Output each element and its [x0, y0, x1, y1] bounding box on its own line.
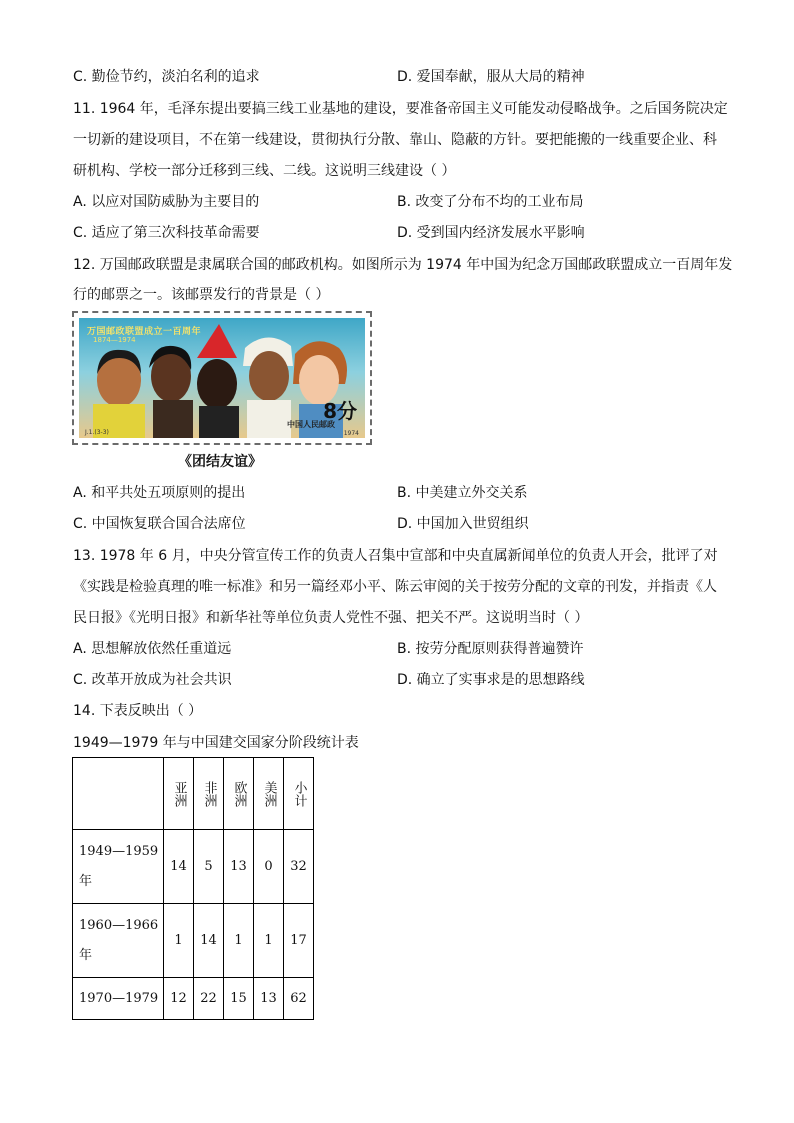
- q13-stem-line2: 《实践是检验真理的唯一标准》和另一篇经邓小平、陈云审阅的关于按劳分配的文章的刊发，并指责《人: [73, 579, 717, 595]
- stamp-country: 中国人民邮政: [287, 420, 335, 429]
- q12-option-c: C. 中国恢复联合国合法席位: [73, 516, 246, 532]
- statistics-table: [72, 757, 314, 1020]
- table-row: [73, 904, 314, 978]
- value-cell: 5: [194, 830, 224, 904]
- value-cell: 0: [254, 830, 284, 904]
- q11-stem-line1: 11. 1964 年，毛泽东提出要搞三线工业基地的建设，要准备帝国主义可能发动侵略战争。之后国务院决定: [73, 101, 728, 117]
- value-cell: 12: [164, 978, 194, 1020]
- q11-option-a: A. 以应对国防威胁为主要目的: [73, 194, 260, 210]
- q13-option-c: C. 改革开放成为社会共识: [73, 672, 232, 688]
- header-cell: 小计: [284, 758, 314, 830]
- stamp-caption: 《团结友谊》: [178, 454, 262, 470]
- q11-option-c: C. 适应了第三次科技革命需要: [73, 225, 260, 241]
- q12-option-d: D. 中国加入世贸组织: [397, 516, 529, 532]
- value-cell: 62: [284, 978, 314, 1020]
- q11-option-d: D. 受到国内经济发展水平影响: [397, 225, 585, 241]
- q11-stem-line2: 一切新的建设项目，不在第一线建设，贯彻执行分散、靠山、隐蔽的方针。要把能搬的一线重要企业、科: [73, 132, 717, 148]
- stamp-years: 1874—1974: [93, 336, 136, 344]
- table-corner-cell: [73, 758, 164, 830]
- table-title: 1949—1979 年与中国建交国家分阶段统计表: [73, 735, 359, 751]
- value-cell: 15: [224, 978, 254, 1020]
- value-cell: 13: [254, 978, 284, 1020]
- value-cell: 14: [194, 904, 224, 978]
- period-cell: 1970—1979: [73, 978, 164, 1020]
- q12-stem-line1: 12. 万国邮政联盟是隶属联合国的邮政机构。如图所示为 1974 年中国为纪念万国邮政联盟成立一百周年发: [73, 257, 733, 273]
- stamp-year: 1974: [343, 430, 359, 437]
- stamp-value: 8分: [323, 399, 357, 423]
- q12-option-b: B. 中美建立外交关系: [397, 485, 528, 501]
- value-cell: 1: [254, 904, 284, 978]
- value-cell: 13: [224, 830, 254, 904]
- q13-option-d: D. 确立了实事求是的思想路线: [397, 672, 585, 688]
- q10-option-d: D. 爱国奉献，服从大局的精神: [397, 69, 585, 85]
- header-cell: 亚洲: [164, 758, 194, 830]
- stamp-title: 万国邮政联盟成立一百周年: [87, 327, 202, 337]
- q13-stem-line1: 13. 1978 年 6 月，中央分管宣传工作的负责人召集中宣部和中央直属新闻单位的负责人开会，批评了对: [73, 548, 718, 564]
- q13-stem-line3: 民日报》《光明日报》和新华社等单位负责人党性不强、把关不严。这说明当时（ ）: [73, 610, 589, 626]
- stamp-image: [72, 311, 372, 445]
- header-cell: 美洲: [254, 758, 284, 830]
- value-cell: 1: [224, 904, 254, 978]
- q11-stem-line3: 研机构、学校一部分迁移到三线、二线。这说明三线建设（ ）: [73, 163, 456, 179]
- q12-option-a: A. 和平共处五项原则的提出: [73, 485, 246, 501]
- value-cell: 17: [284, 904, 314, 978]
- q11-option-b: B. 改变了分布不均的工业布局: [397, 194, 584, 210]
- header-cell: 欧洲: [224, 758, 254, 830]
- value-cell: 1: [164, 904, 194, 978]
- value-cell: 14: [164, 830, 194, 904]
- period-cell: 1949—1959年: [73, 830, 164, 904]
- stamp-artwork: [79, 318, 365, 438]
- q12-stem-line2: 行的邮票之一。该邮票发行的背景是（ ）: [73, 287, 330, 303]
- table-row: [73, 830, 314, 904]
- table-header-row: [73, 758, 314, 830]
- q10-option-c: C. 勤俭节约，淡泊名利的追求: [73, 69, 260, 85]
- value-cell: 32: [284, 830, 314, 904]
- value-cell: 22: [194, 978, 224, 1020]
- header-cell: 非洲: [194, 758, 224, 830]
- q14-stem: 14. 下表反映出（ ）: [73, 703, 203, 719]
- table-row: [73, 978, 314, 1020]
- q13-option-a: A. 思想解放依然任重道远: [73, 641, 232, 657]
- stamp-code: J.1.(3-3): [85, 429, 109, 436]
- q13-option-b: B. 按劳分配原则获得普遍赞许: [397, 641, 584, 657]
- period-cell: 1960—1966年: [73, 904, 164, 978]
